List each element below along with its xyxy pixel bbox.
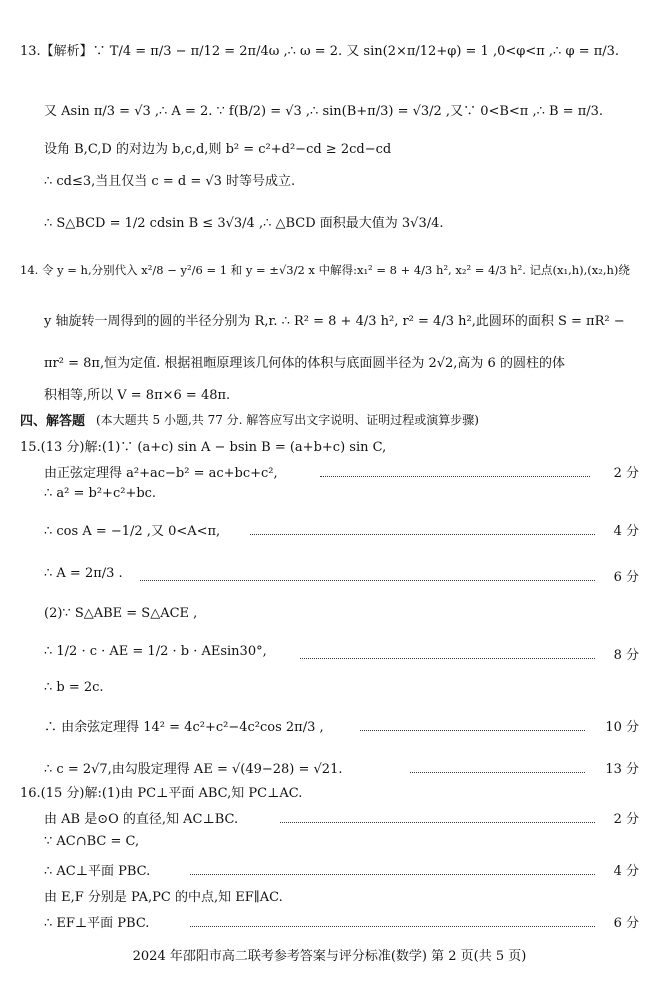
score-4: 4 分 bbox=[613, 524, 639, 539]
q14-line-3 bbox=[0, 352, 659, 382]
page-footer: 2024 年邵阳市高二联考参考答案与评分标准(数学) 第 2 页(共 5 页) bbox=[132, 949, 527, 964]
q16-line-6 bbox=[0, 912, 659, 942]
q16-text-6: ∴ EF⊥平面 PBC. bbox=[44, 916, 150, 931]
q15-text-1: 15.(13 分)解:(1)∵ (a+c) sin A − bsin B = (a+b+c) sin C, bbox=[20, 440, 387, 455]
score-6b: 6 分 bbox=[613, 916, 639, 931]
q14-formula-3: πr² = 8π,恒为定值. 根据祖暅原理该几何体的体积与底面圆半径为 2√2,高为 6 的圆柱的体 bbox=[44, 356, 565, 371]
dot-leader bbox=[190, 874, 595, 875]
q16-text-4: ∴ AC⊥平面 PBC. bbox=[44, 864, 151, 879]
q14-formula-4: 积相等,所以 V = 8π×6 = 48π. bbox=[44, 388, 231, 403]
q15-line-4 bbox=[0, 520, 659, 550]
q15-text-6: (2)∵ S△ABE = S△ACE , bbox=[44, 606, 198, 621]
q16-text-5: 由 E,F 分别是 PA,PC 的中点,知 EF∥AC. bbox=[44, 890, 283, 905]
section-title: 四、解答题 bbox=[20, 414, 86, 429]
dot-leader bbox=[320, 476, 590, 477]
q15-text-3: ∴ a² = b²+c²+bc. bbox=[44, 486, 157, 501]
section-note: (本大题共 5 小题,共 77 分. 解答应写出文字说明、证明过程或演算步骤) bbox=[96, 413, 479, 427]
score-13: 13 分 bbox=[605, 762, 639, 777]
q15-text-7: ∴ 1/2 · c · AE = 1/2 · b · AEsin30°, bbox=[44, 644, 267, 659]
q15-line-9 bbox=[0, 716, 659, 746]
dot-leader bbox=[410, 772, 585, 773]
q13-line-3 bbox=[0, 138, 659, 168]
dot-leader bbox=[140, 580, 595, 581]
q15-text-4: ∴ cos A = −1/2 ,又 0<A<π, bbox=[44, 524, 221, 539]
score-2b: 2 分 bbox=[613, 812, 639, 827]
q15-text-8: ∴ b = 2c. bbox=[44, 680, 104, 695]
dot-leader bbox=[280, 822, 595, 823]
q15-line-6 bbox=[0, 606, 659, 636]
score-10: 10 分 bbox=[605, 720, 639, 735]
q15-line-5 bbox=[0, 566, 659, 596]
q14-line-1 bbox=[0, 262, 659, 292]
q16-text-3: ∵ AC∩BC = C, bbox=[44, 834, 140, 849]
dot-leader bbox=[250, 534, 595, 535]
score-6: 6 分 bbox=[613, 570, 639, 585]
q13-formula-2: 又 Asin π/3 = √3 ,∴ A = 2. ∵ f(B/2) = √3 ,∴ sin(B+π/3) = √3/2 ,又∵ 0<B<π ,∴ B = π/3. bbox=[44, 104, 604, 119]
q15-text-5: ∴ A = 2π/3 . bbox=[44, 566, 123, 581]
q15-text-9: ∴ 由余弦定理得 14² = 4c²+c²−4c²cos 2π/3 , bbox=[44, 720, 324, 735]
q14-formula-2: y 轴旋转一周得到的圆的半径分别为 R,r. ∴ R² = 8 + 4/3 h², r² = 4/3 h²,此圆环的面积 S = πR² − bbox=[44, 314, 625, 329]
q16-text-1: 16.(15 分)解:(1)由 PC⊥平面 ABC,知 PC⊥AC. bbox=[20, 786, 303, 801]
q14-formula-1: 14. 令 y = h,分别代入 x²/8 − y²/6 = 1 和 y = ±√3/2 x 中解得:x₁² = 8 + 4/3 h², x₂² = 4/3 h². 记点(x₁,h),(x₂,h)绕 bbox=[20, 263, 630, 277]
q15-text-2: 由正弦定理得 a²+ac−b² = ac+bc+c², bbox=[44, 466, 278, 481]
q13-formula-3: 设角 B,C,D 的对边为 b,c,d,则 b² = c²+d²−cd ≥ 2cd−cd bbox=[44, 142, 392, 157]
q13-formula-4: ∴ cd≤3,当且仅当 c = d = √3 时等号成立. bbox=[44, 174, 296, 189]
q15-line-8 bbox=[0, 680, 659, 710]
q13-line-1 bbox=[0, 40, 659, 70]
dot-leader bbox=[190, 926, 595, 927]
q16-text-2: 由 AB 是⊙O 的直径,知 AC⊥BC. bbox=[44, 812, 239, 827]
q14-line-2 bbox=[0, 310, 659, 340]
q13-formula-1: 13.【解析】∵ T/4 = π/3 − π/12 = 2π/4ω ,∴ ω = 2. 又 sin(2×π/12+φ) = 1 ,0<φ<π ,∴ φ = π/3. bbox=[20, 44, 620, 59]
score-8: 8 分 bbox=[613, 648, 639, 663]
q13-line-5 bbox=[0, 212, 659, 242]
dot-leader bbox=[360, 730, 585, 731]
dot-leader bbox=[300, 658, 595, 659]
q13-line-2 bbox=[0, 100, 659, 130]
q15-text-10: ∴ c = 2√7,由勾股定理得 AE = √(49−28) = √21. bbox=[44, 762, 343, 777]
q15-line-3 bbox=[0, 486, 659, 516]
score-2: 2 分 bbox=[613, 466, 639, 481]
q13-formula-5: ∴ S△BCD = 1/2 cdsin B ≤ 3√3/4 ,∴ △BCD 面积最大值为 3√3/4. bbox=[44, 216, 444, 231]
score-4b: 4 分 bbox=[613, 864, 639, 879]
q13-line-4 bbox=[0, 170, 659, 200]
q15-line-7 bbox=[0, 644, 659, 674]
